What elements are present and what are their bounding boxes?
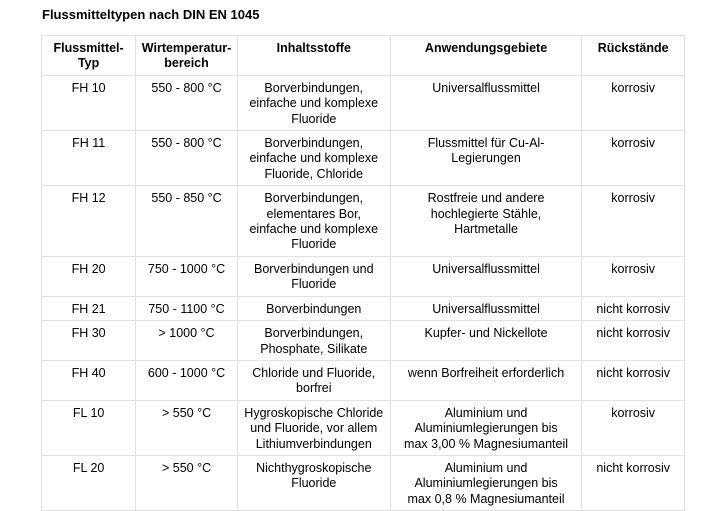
cell-typ: FH 20 — [42, 256, 136, 296]
cell-temperatur: 550 - 850 °C — [136, 186, 238, 257]
table-row — [42, 455, 685, 510]
cell-inhaltsstoffe: Hygroskopische Chloride und Fluoride, vor allem Lithiumverbindungen — [237, 400, 390, 455]
cell-inhaltsstoffe: Borverbindungen, einfache und komplexe Fluoride — [237, 75, 390, 130]
cell-rueckstaende: korrosiv — [582, 186, 685, 257]
cell-inhaltsstoffe: Borverbindungen, einfache und komplexe Fluoride, Chloride — [237, 131, 390, 186]
header-anwendungsgebiete: Anwendungsgebiete — [390, 36, 582, 76]
cell-typ: FH 40 — [42, 360, 136, 400]
table-row — [42, 400, 685, 455]
cell-typ: FH 11 — [42, 131, 136, 186]
cell-inhaltsstoffe: Borverbindungen, elementares Bor, einfache und komplexe Fluoride — [237, 186, 390, 257]
cell-anwendungsgebiete: Universalflussmittel — [390, 75, 582, 130]
cell-anwendungsgebiete: Rostfreie und andere hochlegierte Stähle, Hartmetalle — [390, 186, 582, 257]
cell-typ: FH 10 — [42, 75, 136, 130]
page-title: Flussmitteltypen nach DIN EN 1045 — [42, 7, 260, 22]
table-header-row — [42, 36, 685, 76]
cell-rueckstaende: korrosiv — [582, 75, 685, 130]
cell-inhaltsstoffe: Borverbindungen, Phosphate, Silikate — [237, 321, 390, 361]
table-row — [42, 296, 685, 320]
cell-rueckstaende: nicht korrosiv — [582, 321, 685, 361]
cell-typ: FH 21 — [42, 296, 136, 320]
cell-anwendungsgebiete: Aluminium und Aluminiumlegierungen bis max 3,00 % Magnesiumanteil — [390, 400, 582, 455]
table-row — [42, 131, 685, 186]
header-typ: Flussmittel- Typ — [42, 36, 136, 76]
cell-temperatur: > 550 °C — [136, 400, 238, 455]
cell-rueckstaende: nicht korrosiv — [582, 296, 685, 320]
cell-inhaltsstoffe: Borverbindungen — [237, 296, 390, 320]
table-row — [42, 256, 685, 296]
cell-temperatur: 750 - 1100 °C — [136, 296, 238, 320]
cell-rueckstaende: nicht korrosiv — [582, 360, 685, 400]
table-row — [42, 75, 685, 130]
table-row — [42, 186, 685, 257]
cell-inhaltsstoffe: Borverbindungen und Fluoride — [237, 256, 390, 296]
cell-temperatur: > 1000 °C — [136, 321, 238, 361]
cell-inhaltsstoffe: Nichthygroskopische Fluoride — [237, 455, 390, 510]
cell-typ: FL 10 — [42, 400, 136, 455]
cell-temperatur: 550 - 800 °C — [136, 75, 238, 130]
cell-rueckstaende: korrosiv — [582, 400, 685, 455]
cell-typ: FH 12 — [42, 186, 136, 257]
cell-inhaltsstoffe: Chloride und Fluoride, borfrei — [237, 360, 390, 400]
header-inhaltsstoffe: Inhaltsstoffe — [237, 36, 390, 76]
header-temperatur: Wirtemperatur- bereich — [136, 36, 238, 76]
cell-anwendungsgebiete: Kupfer- und Nickellote — [390, 321, 582, 361]
cell-typ: FH 30 — [42, 321, 136, 361]
cell-temperatur: 600 - 1000 °C — [136, 360, 238, 400]
table-row — [42, 360, 685, 400]
cell-rueckstaende: korrosiv — [582, 256, 685, 296]
cell-temperatur: 550 - 800 °C — [136, 131, 238, 186]
cell-rueckstaende: nicht korrosiv — [582, 455, 685, 510]
header-rueckstaende: Rückstände — [582, 36, 685, 76]
table-row — [42, 321, 685, 361]
flux-types-table — [41, 35, 685, 511]
cell-anwendungsgebiete: Aluminium und Aluminiumlegierungen bis max 0,8 % Magnesiumanteil — [390, 455, 582, 510]
cell-temperatur: > 550 °C — [136, 455, 238, 510]
cell-rueckstaende: korrosiv — [582, 131, 685, 186]
cell-anwendungsgebiete: wenn Borfreiheit erforderlich — [390, 360, 582, 400]
cell-anwendungsgebiete: Universalflussmittel — [390, 296, 582, 320]
cell-anwendungsgebiete: Universalflussmittel — [390, 256, 582, 296]
cell-typ: FL 20 — [42, 455, 136, 510]
cell-temperatur: 750 - 1000 °C — [136, 256, 238, 296]
cell-anwendungsgebiete: Flussmittel für Cu-Al- Legierungen — [390, 131, 582, 186]
